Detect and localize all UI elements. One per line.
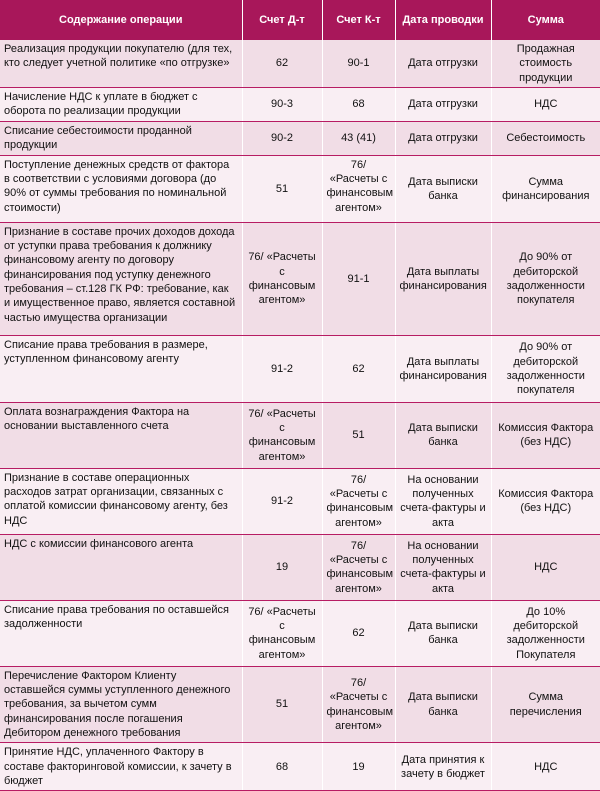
table-row [0,335,600,402]
amount-cell: Себестоимость [491,121,600,155]
amount-cell: НДС [491,743,600,791]
credit-cell: 62 [322,600,395,666]
operation-cell: Реализация продукции покупателю (для тех, кто следует учетной политике «по отгрузке» [0,40,242,87]
debit-cell: 76/ «Расчеты с финансовым агентом» [242,600,322,666]
debit-cell: 51 [242,666,322,742]
date-cell: Дата выписки банка [395,402,491,468]
amount-cell: НДС [491,534,600,600]
credit-cell: 51 [322,402,395,468]
debit-cell: 90-2 [242,121,322,155]
amount-cell: До 90% от дебиторской задолженности покупателя [491,222,600,335]
table-row [0,402,600,468]
debit-cell: 76/ «Расчеты с финансовым агентом» [242,222,322,335]
date-cell: Дата отгрузки [395,40,491,87]
header-posting-date: Дата проводки [395,0,491,40]
debit-cell: 76/ «Расчеты с финансовым агентом» [242,402,322,468]
header-credit: Счет К-т [322,0,395,40]
operation-cell: НДС с комиссии финансового агента [0,534,242,600]
operation-cell: Перечисление Фактором Клиенту оставшейся суммы уступленного денежного требования, за вычетом сумм финансирования после погашения Дебитором денежного требования [0,666,242,742]
amount-cell: До 90% от дебиторской задолженности покупателя [491,335,600,402]
date-cell: Дата отгрузки [395,87,491,121]
date-cell: Дата выплаты финансирования [395,222,491,335]
amount-cell: Комиссия Фактора (без НДС) [491,402,600,468]
table-row [0,600,600,666]
operation-cell: Списание себестоимости проданной продукции [0,121,242,155]
amount-cell: Сумма финансирования [491,155,600,222]
header-amount: Сумма [491,0,600,40]
date-cell: На основании полученных счета-фактуры и акта [395,468,491,534]
debit-cell: 19 [242,534,322,600]
date-cell: Дата выписки банка [395,666,491,742]
date-cell: Дата выплаты финансирования [395,335,491,402]
credit-cell: 19 [322,743,395,791]
amount-cell: Продажная стоимость продукции [491,40,600,87]
table-row [0,534,600,600]
credit-cell: 76/ «Расчеты с финансовым агентом» [322,155,395,222]
operation-cell: Поступление денежных средств от фактора в соответствии с условиями договора (до 90% от суммы требования по номинальной стоимости) [0,155,242,222]
operation-cell: Признание в составе операционных расходов затрат организации, связанных с оплатой комиссии финансовому агенту, без НДС [0,468,242,534]
credit-cell: 90-1 [322,40,395,87]
debit-cell: 62 [242,40,322,87]
header-operation: Содержание операции [0,0,242,40]
debit-cell: 51 [242,155,322,222]
date-cell: Дата выписки банка [395,155,491,222]
amount-cell: Комиссия Фактора (без НДС) [491,468,600,534]
credit-cell: 68 [322,87,395,121]
amount-cell: До 10% дебиторской задолженности Покупателя [491,600,600,666]
table-row [0,40,600,87]
table-row [0,666,600,742]
debit-cell: 91-2 [242,335,322,402]
header-row [0,0,600,40]
date-cell: Дата выписки банка [395,600,491,666]
operation-cell: Списание права требования по оставшейся задолженности [0,600,242,666]
table-row [0,121,600,155]
credit-cell: 43 (41) [322,121,395,155]
operation-cell: Списание права требования в размере, уступленном финансовому агенту [0,335,242,402]
credit-cell: 76/ «Расчеты с финансовым агентом» [322,534,395,600]
date-cell: Дата отгрузки [395,121,491,155]
table-row [0,87,600,121]
debit-cell: 90-3 [242,87,322,121]
debit-cell: 91-2 [242,468,322,534]
amount-cell: Сумма перечисления [491,666,600,742]
operation-cell: Начисление НДС к уплате в бюджет с оборота по реализации продукции [0,87,242,121]
date-cell: Дата принятия к зачету в бюджет [395,743,491,791]
amount-cell: НДС [491,87,600,121]
credit-cell: 76/ «Расчеты с финансовым агентом» [322,666,395,742]
table-row [0,743,600,791]
table-row [0,222,600,335]
credit-cell: 91-1 [322,222,395,335]
operation-cell: Признание в составе прочих доходов дохода от уступки права требования к должнику финансовому агенту по договору финансирования под уступку денежного требования – ст.128 ГК РФ: требование, как и имущественное право, является составной частью имущества организации [0,222,242,335]
header-debit: Счет Д-т [242,0,322,40]
table-row [0,468,600,534]
debit-cell: 68 [242,743,322,791]
operation-cell: Оплата вознаграждения Фактора на основании выставленного счета [0,402,242,468]
table-row [0,155,600,222]
date-cell: На основании полученных счета-фактуры и акта [395,534,491,600]
operation-cell: Принятие НДС, уплаченного Фактору в составе факторинговой комиссии, к зачету в бюджет [0,743,242,791]
credit-cell: 76/ «Расчеты с финансовым агентом» [322,468,395,534]
credit-cell: 62 [322,335,395,402]
